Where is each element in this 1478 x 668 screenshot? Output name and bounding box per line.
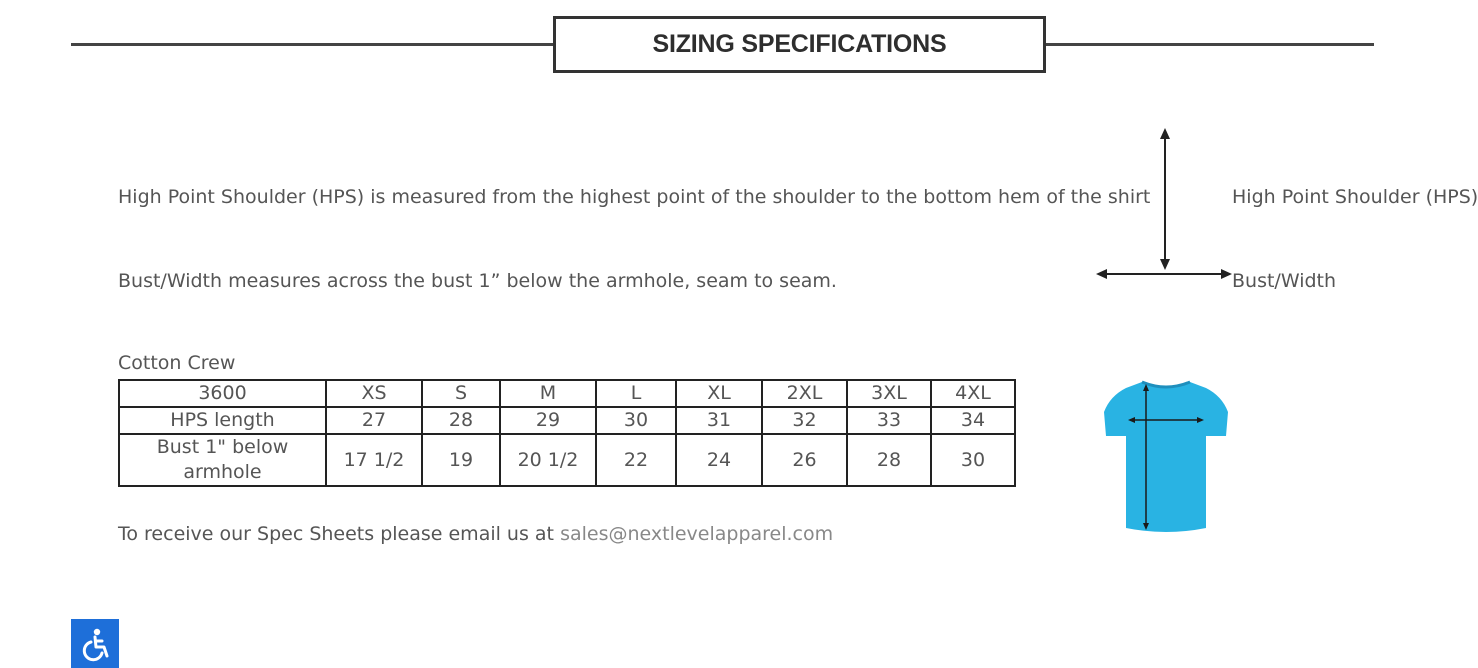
table-header-cell: 4XL: [931, 380, 1015, 407]
table-cell: 32: [762, 407, 847, 434]
bust-definition: Bust/Width measures across the bust 1” below the armhole, seam to seam.: [118, 270, 837, 292]
table-cell: 33: [847, 407, 931, 434]
email-link[interactable]: sales@nextlevelapparel.com: [560, 523, 834, 545]
section-title-box: [553, 16, 1046, 73]
table-header-row: [119, 380, 1015, 407]
hps-diagram-label: High Point Shoulder (HPS): [1232, 186, 1478, 208]
table-cell: 34: [931, 407, 1015, 434]
tshirt-shape: [1104, 382, 1228, 532]
table-row: [119, 407, 1015, 434]
table-cell: 29: [500, 407, 596, 434]
table-cell: Bust 1" below armhole: [119, 434, 326, 486]
bust-diagram-label: Bust/Width: [1232, 270, 1337, 292]
table-cell: 30: [596, 407, 676, 434]
hps-definition: High Point Shoulder (HPS) is measured from the highest point of the shoulder to the bottom hem of the shirt: [118, 186, 1151, 208]
header-rule-left: [71, 43, 554, 46]
table-cell: 26: [762, 434, 847, 486]
table-cell: 27: [326, 407, 422, 434]
table-header-cell: 3XL: [847, 380, 931, 407]
wheelchair-icon: [78, 627, 112, 661]
table-cell: 28: [847, 434, 931, 486]
table-cell: HPS length: [119, 407, 326, 434]
table-cell: 24: [676, 434, 762, 486]
product-name: Cotton Crew: [118, 352, 236, 374]
size-table: [118, 379, 1016, 487]
header-rule-right: [1044, 43, 1374, 46]
contact-line: [118, 523, 833, 545]
table-header-cell: 2XL: [762, 380, 847, 407]
table-header-cell: 3600: [119, 380, 326, 407]
table-header-cell: XL: [676, 380, 762, 407]
table-cell: 20 1/2: [500, 434, 596, 486]
table-cell: 17 1/2: [326, 434, 422, 486]
contact-prefix: To receive our Spec Sheets please email us at: [118, 523, 555, 545]
table-row: [119, 434, 1015, 486]
table-cell: 30: [931, 434, 1015, 486]
measurement-arrows-icon: [1094, 126, 1234, 278]
table-cell: 19: [422, 434, 500, 486]
table-header-cell: M: [500, 380, 596, 407]
table-cell: 28: [422, 407, 500, 434]
table-cell: 31: [676, 407, 762, 434]
page-title: SIZING SPECIFICATIONS: [652, 30, 947, 58]
table-header-cell: S: [422, 380, 500, 407]
table-header-cell: XS: [326, 380, 422, 407]
accessibility-button[interactable]: [71, 619, 119, 668]
table-cell: 22: [596, 434, 676, 486]
table-header-cell: L: [596, 380, 676, 407]
hps-diagram-label-clip: [1232, 186, 1478, 216]
tshirt-image: [1102, 378, 1230, 536]
